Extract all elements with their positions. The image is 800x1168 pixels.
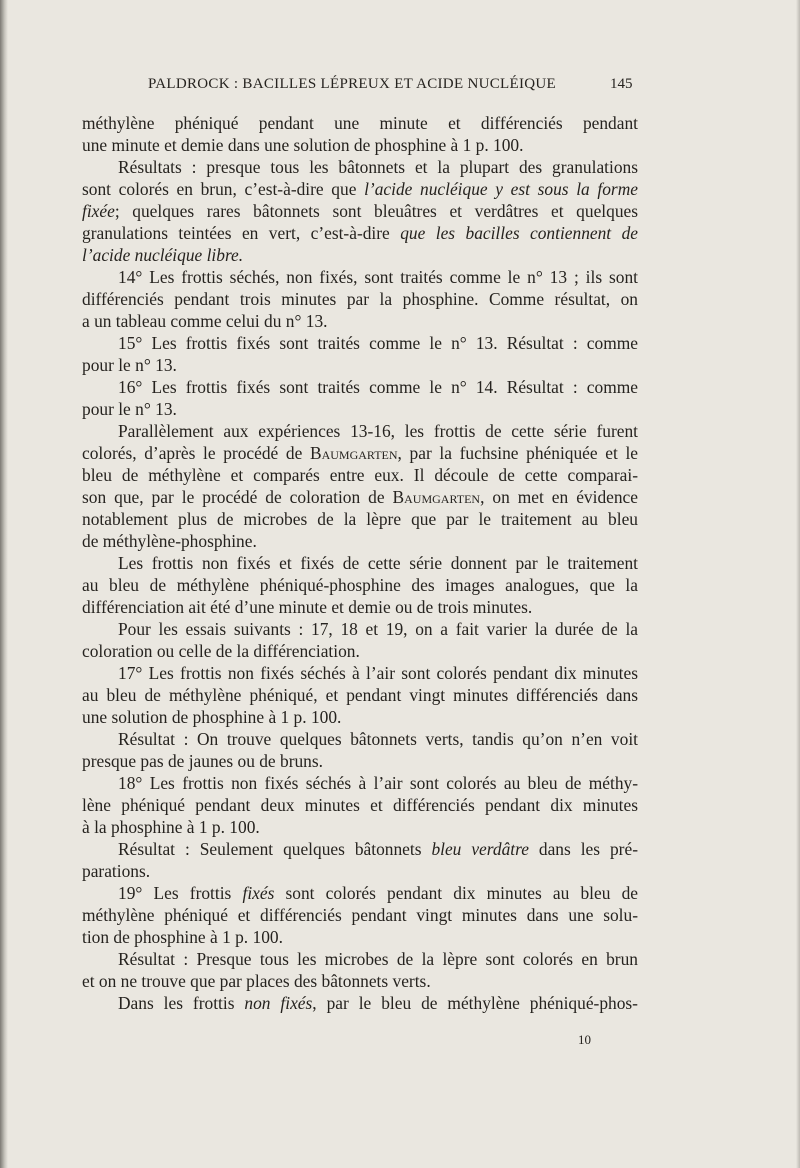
text-segment: tion de phosphine à 1 p. 100. [82, 927, 283, 947]
text-line [82, 508, 638, 530]
text-segment: pour le n° 13. [82, 399, 177, 419]
text-line [82, 838, 638, 860]
text-segment: sont colorés en brun, c’est-à-dire que [82, 179, 365, 199]
italic-text: fixés [242, 883, 275, 903]
text-line [82, 970, 638, 992]
text-line [82, 640, 638, 662]
text-segment: bleu de méthylène et comparés entre eux. Il découle de cette comparai- [82, 465, 638, 485]
text-segment: à la phosphine à 1 p. 100. [82, 817, 260, 837]
text-line [82, 134, 638, 156]
text-segment: différenciés pendant trois minutes par la phosphine. Comme résultat, on [82, 289, 638, 309]
text-segment: 18° Les frottis non fixés séchés à l’air sont colorés au bleu de méthy- [118, 773, 638, 793]
author-name: Baumgarten [309, 443, 398, 463]
text-line [82, 794, 638, 816]
text-line [82, 398, 638, 420]
text-segment: Les frottis non fixés et fixés de cette série donnent par le traitement [118, 553, 638, 573]
text-segment: notablement plus de microbes de la lèpre que par le traitement au bleu [82, 509, 638, 529]
text-line [82, 354, 638, 376]
text-segment: presque pas de jaunes ou de bruns. [82, 751, 323, 771]
text-line [82, 618, 638, 640]
text-segment: méthylène phéniqué pendant une minute et différenciés pendant [82, 113, 638, 133]
text-segment: une solution de phosphine à 1 p. 100. [82, 707, 342, 727]
text-segment: 16° Les frottis fixés sont traités comme le n° 14. Résultat : comme [118, 377, 638, 397]
text-line [82, 574, 638, 596]
text-line [82, 112, 638, 134]
running-header: PALDROCK : BACILLES LÉPREUX ET ACIDE NUCLÉIQUE [148, 76, 556, 92]
text-line [82, 266, 638, 288]
text-segment: sont colorés pendant dix minutes au bleu de [274, 883, 638, 903]
text-segment: granulations teintées en vert, c’est-à-dire [82, 223, 401, 243]
text-segment: , on met en évidence [480, 487, 638, 507]
text-segment: dans les pré- [528, 839, 638, 859]
text-line [82, 288, 638, 310]
text-segment: pour le n° 13. [82, 355, 177, 375]
text-segment: ; quelques rares bâtonnets sont bleuâtres et verdâtres et quelques [114, 201, 638, 221]
text-segment: a un tableau comme celui du n° 13. [82, 311, 328, 331]
text-line [82, 200, 638, 222]
italic-text: que les bacilles contiennent de [400, 223, 638, 243]
text-segment: et on ne trouve que par places des bâtonnets verts. [82, 971, 431, 991]
text-line [82, 948, 638, 970]
text-line [82, 706, 638, 728]
text-segment: de méthylène-phosphine. [82, 531, 257, 551]
text-line [82, 376, 638, 398]
page-number: 145 [610, 76, 633, 92]
text-line [82, 156, 638, 178]
text-segment: 15° Les frottis fixés sont traités comme le n° 13. Résultat : comme [118, 333, 638, 353]
text-segment: différenciation ait été d’une minute et demie ou de trois minutes. [82, 597, 533, 617]
text-segment: 17° Les frottis non fixés séchés à l’air sont colorés pendant dix minutes [118, 663, 638, 683]
text-line [82, 442, 638, 464]
text-line [82, 530, 638, 552]
text-segment: Résultat : Seulement quelques bâtonnets [118, 839, 432, 859]
italic-text: bleu verdâtre [431, 839, 529, 859]
text-line [82, 486, 638, 508]
text-segment: 14° Les frottis séchés, non fixés, sont traités comme le n° 13 ; ils sont [118, 267, 638, 287]
text-segment: au bleu de méthylène phéniqué, et pendant vingt minutes différenciés dans [82, 685, 638, 705]
text-segment: coloration ou celle de la différenciation. [82, 641, 360, 661]
author-name: Baumgarten [392, 487, 481, 507]
text-segment: parations. [82, 861, 151, 881]
text-line [82, 310, 638, 332]
text-line [82, 772, 638, 794]
text-line [82, 596, 638, 618]
text-line [82, 926, 638, 948]
text-segment: Pour les essais suivants : 17, 18 et 19, on a fait varier la durée de la [118, 619, 638, 639]
text-line [82, 882, 638, 904]
text-line [82, 684, 638, 706]
text-line [82, 464, 638, 486]
text-segment: , par le bleu de méthylène phéniqué-phos- [312, 993, 638, 1013]
text-segment: 19° Les frottis [118, 883, 243, 903]
text-segment: lène phéniqué pendant deux minutes et différenciés pendant dix minutes [82, 795, 638, 815]
text-line [82, 816, 638, 838]
text-line [82, 992, 638, 1014]
text-segment: colorés, d’après le procédé de [82, 443, 310, 463]
signature-mark: 10 [578, 1032, 591, 1047]
text-segment: Résultat : Presque tous les microbes de la lèpre sont colorés en brun [118, 949, 638, 969]
italic-text: l’acide nucléique y est sous la forme [364, 179, 638, 199]
text-segment: au bleu de méthylène phéniqué-phosphine des images analogues, que la [82, 575, 638, 595]
text-line [82, 420, 638, 442]
text-line [82, 178, 638, 200]
text-line [82, 750, 638, 772]
text-segment: méthylène phéniqué et différenciés pendant vingt minutes dans une solu- [82, 905, 638, 925]
page-gutter-shadow [0, 0, 8, 1168]
text-line [82, 860, 638, 882]
text-line [82, 728, 638, 750]
italic-text: l’acide nucléique libre. [82, 245, 244, 265]
text-segment: Dans les frottis [118, 993, 245, 1013]
text-segment: son que, par le procédé de coloration de [82, 487, 393, 507]
italic-text: non fixés [244, 993, 313, 1013]
text-line [82, 552, 638, 574]
text-line [82, 662, 638, 684]
text-segment: Parallèlement aux expériences 13-16, les frottis de cette série furent [118, 421, 638, 441]
text-line [82, 222, 638, 244]
text-line [82, 244, 638, 266]
page-edge-shadow [796, 0, 800, 1168]
italic-text: fixée [82, 201, 115, 221]
text-line [82, 904, 638, 926]
text-segment: une minute et demie dans une solution de phosphine à 1 p. 100. [82, 135, 524, 155]
text-segment: Résultat : On trouve quelques bâtonnets verts, tandis qu’on n’en voit [118, 729, 638, 749]
body-text [82, 112, 638, 1014]
text-line [82, 332, 638, 354]
text-segment: , par la fuchsine phéniquée et le [397, 443, 638, 463]
text-segment: Résultats : presque tous les bâtonnets et la plupart des granulations [118, 157, 638, 177]
